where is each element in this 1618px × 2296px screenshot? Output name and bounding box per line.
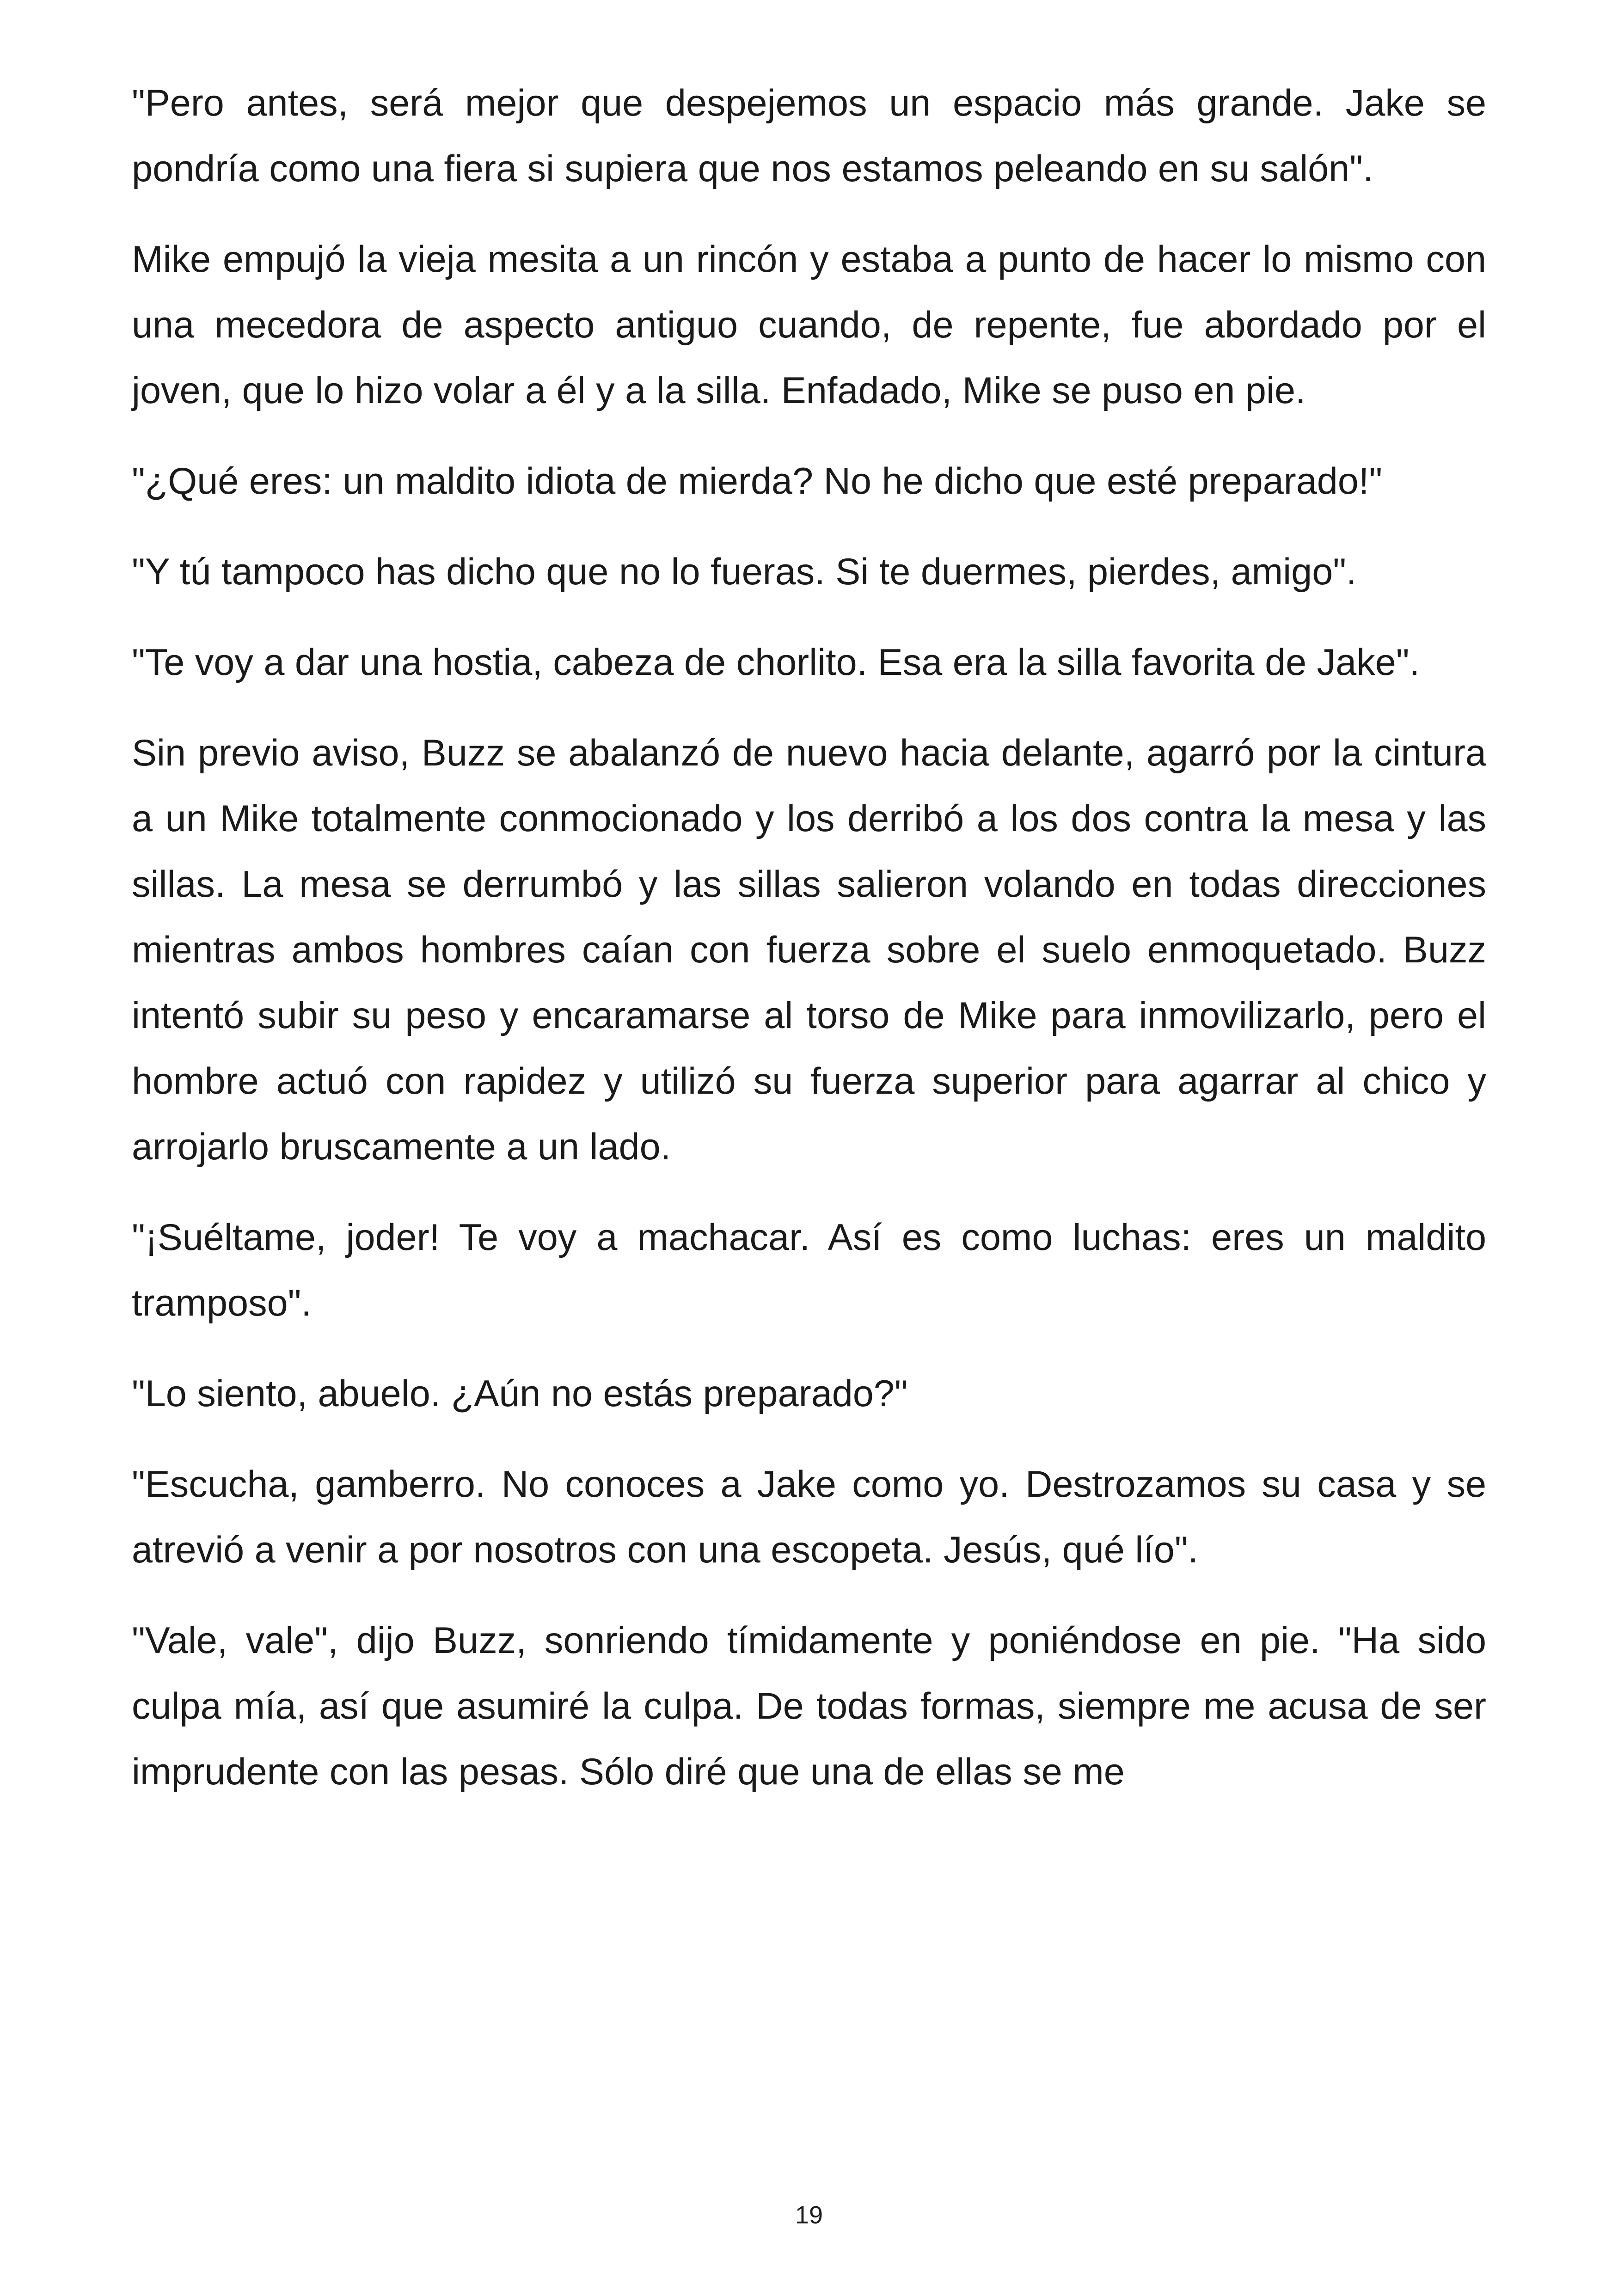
paragraph-4: "Y tú tampoco has dicho que no lo fueras. Si te duermes, pierdes, amigo".	[132, 551, 1357, 593]
paragraph-6: Sin previo aviso, Buzz se abalanzó de nuevo hacia delante, agarró por la cintura a un Mike totalmente conmocionado y los derribó a los dos contra la mesa y las sillas. La mesa se derrumbó y las sillas salieron volando en todas direcciones mientras ambos hombres caían con fuerza sobre el suelo enmoquetado. Buzz intentó subir su peso y encaramarse al torso de Mike para inmovilizarlo, pero el hombre actuó con rapidez y utilizó su fuerza superior para agarrar al chico y arrojarlo bruscamente a un lado.	[132, 732, 1486, 1168]
body-text	[132, 70, 1486, 1830]
page-number: 19	[795, 2201, 823, 2229]
paragraph-9: "Escucha, gamberro. No conoces a Jake como yo. Destrozamos su casa y se atrevió a venir a por nosotros con una escopeta. Jesús, qué lío".	[132, 1463, 1486, 1571]
paragraph-1: "Pero antes, será mejor que despejemos un espacio más grande. Jake se pondría como una fiera si supiera que nos estamos peleando en su salón".	[132, 82, 1486, 190]
paragraph-8: "Lo siento, abuelo. ¿Aún no estás preparado?"	[132, 1373, 908, 1414]
paragraph-10: "Vale, vale", dijo Buzz, sonriendo tímidamente y poniéndose en pie. "Ha sido culpa mía, así que asumiré la culpa. De todas formas, siempre me acusa de ser imprudente con las pesas. Sólo diré que una de ellas se me	[132, 1620, 1486, 1793]
paragraph-3: "¿Qué eres: un maldito idiota de mierda? No he dicho que esté preparado!"	[132, 460, 1383, 502]
paragraph-7: "¡Suéltame, joder! Te voy a machacar. Así es como luchas: eres un maldito tramposo".	[132, 1217, 1486, 1324]
paragraph-2: Mike empujó la vieja mesita a un rincón y estaba a punto de hacer lo mismo con una mecedora de aspecto antiguo cuando, de repente, fue abordado por el joven, que lo hizo volar a él y a la silla. Enfadado, Mike se puso en pie.	[132, 239, 1486, 411]
paragraph-5: "Te voy a dar una hostia, cabeza de chorlito. Esa era la silla favorita de Jake".	[132, 642, 1420, 683]
